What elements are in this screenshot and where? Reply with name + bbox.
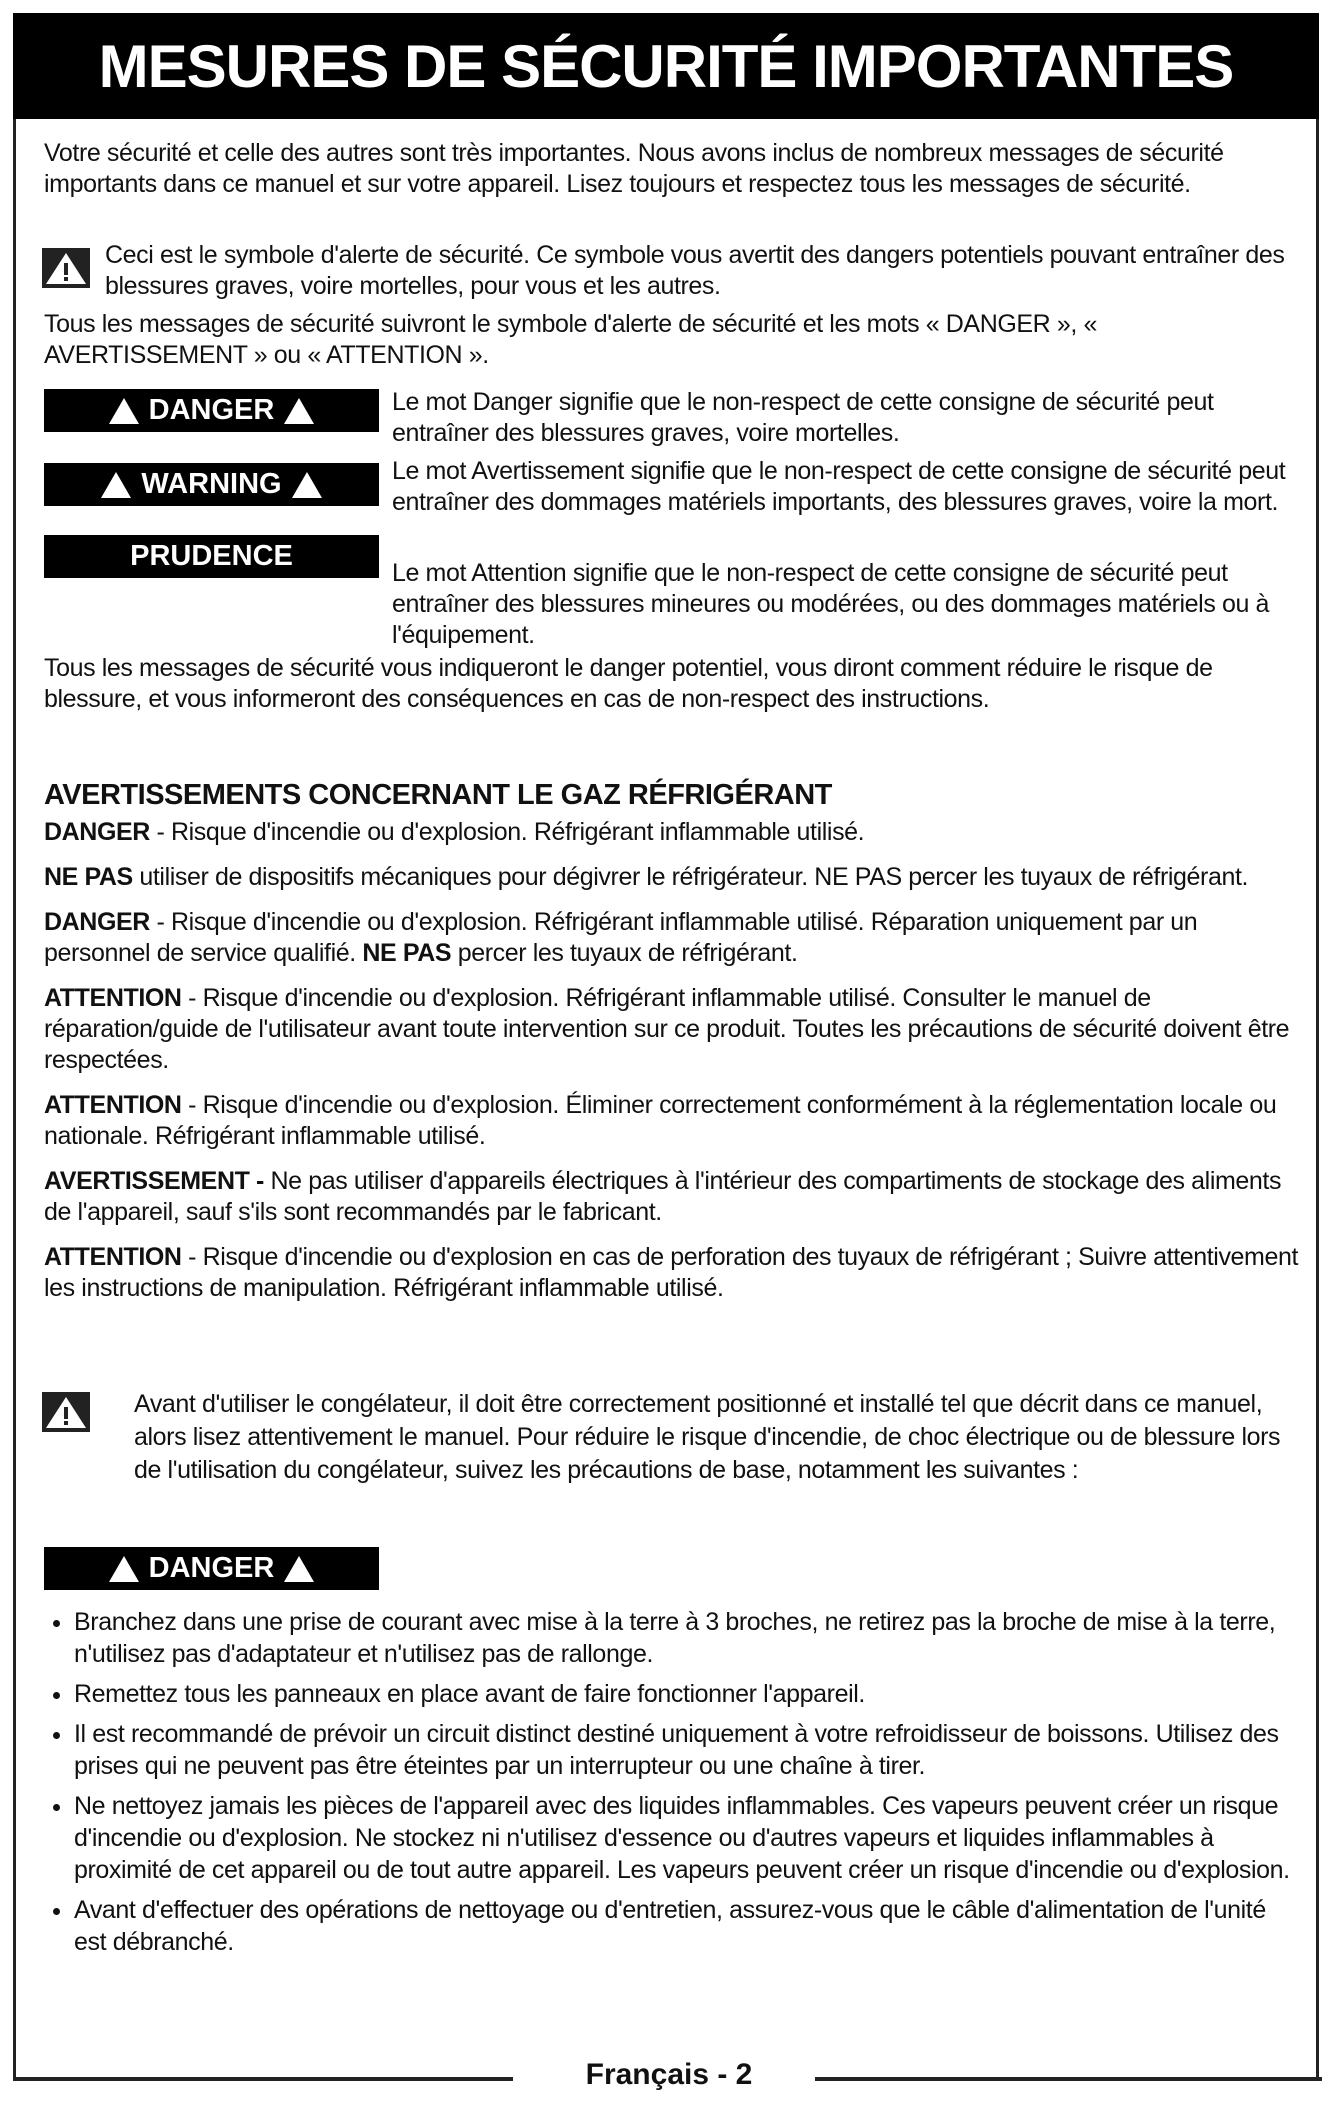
prudence-label — [44, 535, 379, 578]
gas-item-text: utiliser de dispositifs mécaniques pour dégivrer le réfrigérateur. NE PAS percer les tuyaux de réfrigérant. — [132, 863, 1249, 891]
warning-label — [44, 463, 379, 506]
precaution-item: • Il est recommandé de prévoir un circuit distinct destiné uniquement à votre refroidisseur de boissons. Utilisez des prises qui ne peuvent pas être éteintes par un interrupteur ou une chaîne à tirer. — [74, 1718, 1304, 1782]
gas-warning-item — [44, 1090, 1304, 1152]
gas-item-text: - Risque d'incendie ou d'explosion. Éliminer correctement conformément à la réglementation locale ou nationale. Réfrigérant inflammable utilisé. — [44, 1091, 1277, 1150]
gas-warning-item — [44, 817, 1304, 848]
title-bar — [13, 13, 1319, 119]
gas-section — [44, 780, 1304, 1304]
signal-words-text: Tous les messages de sécurité suivront le symbole d'alerte de sécurité et les mots « DANGER », « AVERTISSEMENT » ou « ATTENTION ». — [44, 310, 1097, 369]
attention-definition: Le mot Attention signifie que le non-respect de cette consigne de sécurité peut entraîner des blessures mineures ou modérées, ou des dommages matériels ou à l'équipement. — [392, 559, 1270, 649]
warning-triangle-icon — [109, 1556, 139, 1582]
gas-warning-item — [44, 907, 1304, 969]
alert-symbol-icon — [42, 1392, 90, 1432]
before-use-text: Avant d'utiliser le congélateur, il doit être correctement positionné et installé tel que décrit dans ce manuel, alors lisez attentivement le manuel. Pour réduire le risque d'incendie, de choc électrique ou de blessure lors de l'utilisation du congélateur, suivez les précautions de base, notamment les suivantes : — [134, 1390, 1281, 1484]
warning-definition: Le mot Avertissement signifie que le non-respect de cette consigne de sécurité peut entraîner des dommages matériels importants, des blessures graves, voire la mort. — [392, 457, 1286, 516]
warning-triangle-icon — [101, 472, 131, 498]
gas-item-text: - Risque d'incendie ou d'explosion en cas de perforation des tuyaux de réfrigérant ; Suivre attentivement les instructions de manipulation. Réfrigérant inflammable utilisé. — [44, 1243, 1299, 1302]
gas-item-key: AVERTISSEMENT - — [44, 1167, 264, 1195]
alert-symbol-text: Ceci est le symbole d'alerte de sécurité. Ce symbole vous avertit des dangers potentiels pouvant entraîner des blessures graves, voire mortelles, pour vous et les autres. — [105, 241, 1285, 300]
page-title: MESURES DE SÉCURITÉ IMPORTANTES — [98, 32, 1234, 100]
gas-item-key: DANGER — [44, 908, 150, 936]
gas-item-text: - Risque d'incendie ou d'explosion. Réfrigérant inflammable utilisé. — [149, 818, 865, 846]
gas-item-key2: NE PAS — [362, 939, 452, 967]
gas-warning-item — [44, 983, 1304, 1076]
danger-label-text: DANGER — [148, 1552, 275, 1584]
precaution-item: • Remettez tous les panneaux en place avant de faire fonctionner l'appareil. — [74, 1678, 1304, 1710]
precaution-item: • Branchez dans une prise de courant avec mise à la terre à 3 broches, ne retirez pas la broche de mise à la terre, n'utilisez pas d'adaptateur et n'utilisez pas de rallonge. — [74, 1606, 1304, 1670]
gas-item-key: NE PAS — [44, 863, 133, 891]
warning-triangle-icon — [284, 398, 314, 424]
warning-label-text: WARNING — [141, 468, 282, 500]
gas-warning-item — [44, 1242, 1304, 1304]
danger-label — [44, 389, 379, 432]
gas-warning-item — [44, 1166, 1304, 1228]
gas-item-text: - Risque d'incendie ou d'explosion. Réfrigérant inflammable utilisé. Consulter le manuel de réparation/guide de l'utilisateur avant toute intervention sur ce produit. Toutes les précautions de sécurité doivent être respectées. — [44, 984, 1290, 1074]
gas-item-key: DANGER — [44, 818, 150, 846]
warning-triangle-icon — [109, 398, 139, 424]
gas-item-key: ATTENTION — [44, 984, 182, 1012]
precaution-item: • Ne nettoyez jamais les pièces de l'appareil avec des liquides inflammables. Ces vapeurs peuvent créer un risque d'incendie ou d'explosion. Ne stockez ni n'utilisez d'essence ou d'autres vapeurs et liquides inflammables à proximité de cet appareil ou de tout autre appareil. Les vapeurs peuvent créer un risque d'incendie ou d'explosion. — [74, 1790, 1304, 1886]
precautions-list — [44, 1606, 1304, 1966]
gas-heading: AVERTISSEMENTS CONCERNANT LE GAZ RÉFRIGÉRANT — [44, 779, 832, 811]
summary-text: Tous les messages de sécurité vous indiqueront le danger potentiel, vous diront comment réduire le risque de blessure, et vous informeront des conséquences en cas de non-respect des instructions. — [44, 654, 1213, 713]
gas-item-text: - Risque d'incendie ou d'explosion. Réfrigérant inflammable utilisé. Réparation uniquement par un personnel de service qualifié. — [44, 908, 1198, 967]
warning-triangle-icon — [292, 472, 322, 498]
page-footer: Français - 2 — [585, 2058, 753, 2091]
prudence-label-text: PRUDENCE — [130, 540, 293, 572]
danger-label-text: DANGER — [148, 394, 275, 426]
gas-item-key: ATTENTION — [44, 1091, 182, 1119]
gas-item-text: Ne pas utiliser d'appareils électriques à l'intérieur des compartiments de stockage des aliments de l'appareil, sauf s'ils sont recommandés par le fabricant. — [44, 1167, 1282, 1226]
gas-warning-item — [44, 862, 1304, 893]
precaution-item: • Avant d'effectuer des opérations de nettoyage ou d'entretien, assurez-vous que le câble d'alimentation de l'unité est débranché. — [74, 1894, 1304, 1958]
danger-label — [44, 1547, 379, 1590]
warning-triangle-icon — [284, 1556, 314, 1582]
gas-item-key: ATTENTION — [44, 1243, 182, 1271]
alert-symbol-icon — [42, 248, 90, 288]
danger-definition: Le mot Danger signifie que le non-respect de cette consigne de sécurité peut entraîner des blessures graves, voire mortelles. — [392, 388, 1214, 447]
gas-item-text2: percer les tuyaux de réfrigérant. — [451, 939, 798, 967]
intro-text: Votre sécurité et celle des autres sont très importantes. Nous avons inclus de nombreux messages de sécurité importants dans ce manuel et sur votre appareil. Lisez toujours et respectez tous les messages de sécurité. — [44, 139, 1224, 198]
